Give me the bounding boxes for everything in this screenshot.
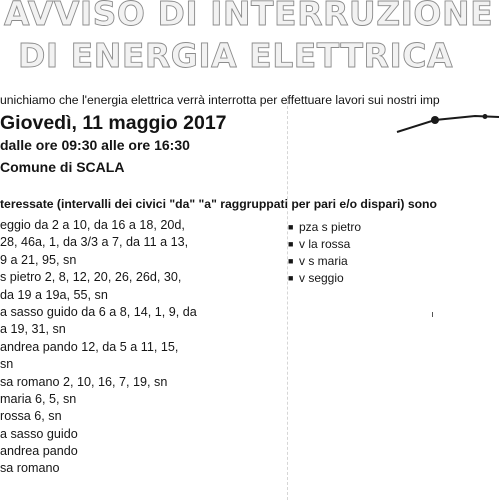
street-summary-list [288, 219, 361, 287]
page-fold-line [287, 96, 288, 500]
street-summary-item [288, 219, 361, 236]
street-line: 9 a 21, 95, sn [0, 252, 77, 267]
bullet-icon: ■ [288, 256, 294, 266]
street-line: 28, 46a, 1, da 3/3 a 7, da 11 a 13, [0, 235, 189, 250]
street-line: s pietro 2, 8, 12, 20, 26, 26d, 30, [0, 270, 182, 285]
notice-title-line-1: AVVISO DI INTERRUZIONE [4, 0, 494, 33]
street-line: sa romano [0, 461, 60, 476]
street-line: andrea pando [0, 444, 78, 459]
map-node [431, 116, 439, 124]
street-summary-item [288, 236, 361, 253]
street-line: a 19, 31, sn [0, 322, 66, 337]
street-line: sa romano 2, 10, 16, 7, 19, sn [0, 374, 168, 389]
outage-date: Giovedì, 11 maggio 2017 [0, 112, 227, 134]
street-summary-label: v seggio [299, 271, 344, 285]
municipality: Comune di SCALA [0, 159, 125, 175]
notice-title-line-2: DI ENERGIA ELETTRICA [18, 36, 454, 75]
street-summary-label: v s maria [299, 254, 348, 268]
outage-hours: dalle ore 09:30 alle ore 16:30 [0, 137, 190, 153]
street-number-list [0, 217, 197, 478]
street-line: eggio da 2 a 10, da 16 a 18, 20d, [0, 218, 185, 232]
notice-text: unichiamo che l'energia elettrica verrà interrotta per effettuare lavori sui nostri imp [0, 93, 440, 107]
map-node [483, 114, 488, 119]
bullet-icon: ■ [288, 239, 294, 249]
street-summary-item [288, 253, 361, 270]
street-line: a sasso guido da 6 a 8, 14, 1, 9, da [0, 304, 197, 319]
street-summary-label: v la rossa [299, 237, 351, 251]
map-sketch [395, 108, 500, 138]
street-line: andrea pando 12, da 5 a 11, 15, [0, 339, 179, 354]
bullet-icon: ■ [288, 222, 294, 232]
street-line: sn [0, 357, 14, 372]
street-summary-label: pza s pietro [299, 220, 362, 234]
street-line: maria 6, 5, sn [0, 391, 77, 406]
affected-streets-heading: teressate (intervalli dei civici "da" "a" raggruppati per pari e/o dispari) sono [0, 197, 437, 211]
street-line: a sasso guido [0, 426, 78, 441]
street-line: rossa 6, sn [0, 409, 62, 424]
bullet-icon: ■ [288, 273, 294, 283]
scan-mark [432, 312, 433, 317]
street-line: da 19 a 19a, 55, sn [0, 287, 108, 302]
street-summary-item [288, 270, 361, 287]
